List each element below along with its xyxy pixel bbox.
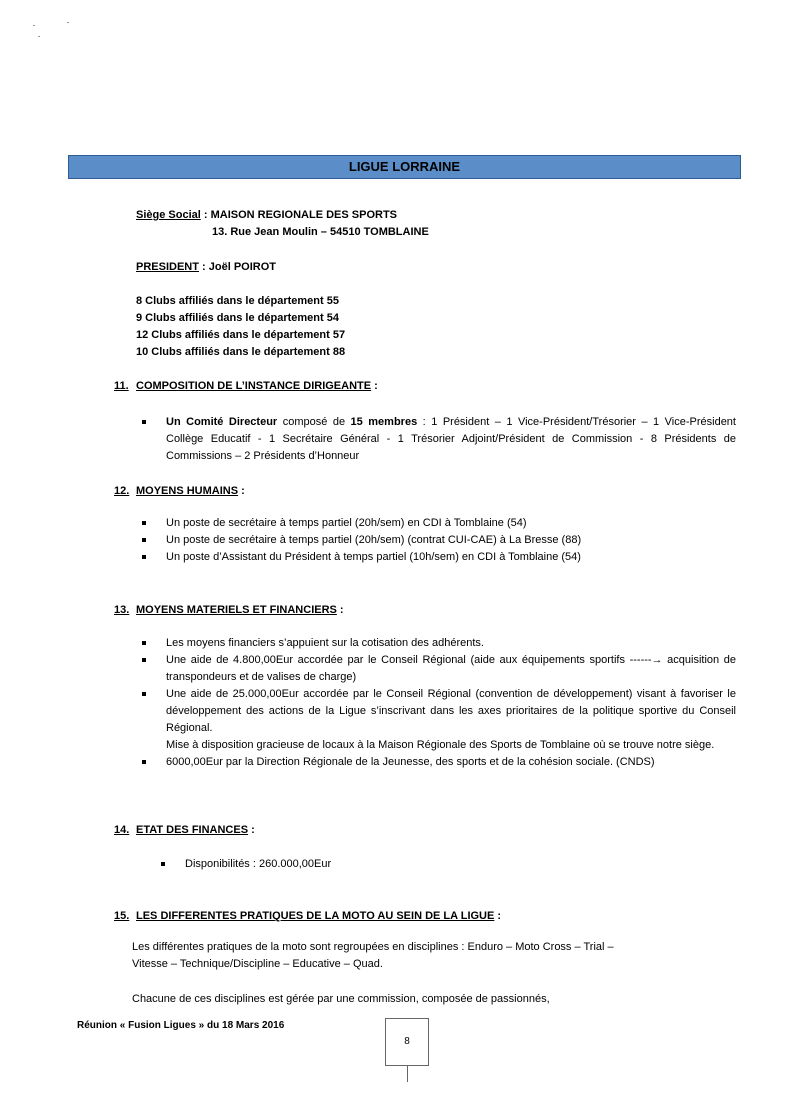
president-sep: : <box>198 261 209 273</box>
scan-speck <box>33 25 35 26</box>
clubs-line: 9 Clubs affiliés dans le département 54 <box>136 312 339 324</box>
item-text: 6000,00Eur par la Direction Régionale de la Jeunesse, des sports et de la cohésion sociale. (CNDS) <box>166 756 655 768</box>
list-item <box>142 515 736 532</box>
scan-speck <box>67 22 69 23</box>
page-number: 8 <box>404 1036 410 1047</box>
bullet-icon <box>142 420 146 424</box>
banner-title: LIGUE LORRAINE <box>348 159 461 174</box>
section-number: 14. <box>114 824 130 836</box>
item-text: Un poste de secrétaire à temps partiel (20h/sem) (contrat CUI-CAE) à La Bresse (88) <box>166 534 582 546</box>
section-number: 12. <box>114 485 130 497</box>
clubs-list <box>136 293 345 361</box>
section-title: MOYENS MATERIELS ET FINANCIERS <box>136 604 337 616</box>
bullet-icon <box>142 658 146 662</box>
section-number: 13. <box>114 604 130 616</box>
paragraph: Les différentes pratiques de la moto sont regroupées en disciplines : Enduro – Moto Cross – Trial – Vitesse – Technique/Discipline – Educative – Quad. <box>132 941 614 970</box>
item-text: Les moyens financiers s’appuient sur la cotisation des adhérents. <box>166 637 484 649</box>
section-number: 15. <box>114 910 130 922</box>
bullet-icon <box>142 692 146 696</box>
bullet-icon <box>142 555 146 559</box>
bullet-icon <box>142 521 146 525</box>
item-text: Une aide de 4.800,00Eur accordée par le Conseil Régional (aide aux équipements sportifs ------→ acquisition de transpondeurs et de valises de charge) <box>166 654 736 683</box>
paragraph: Chacune de ces disciplines est gérée par une commission, composée de passionnés, <box>132 993 550 1005</box>
item-bold: 15 membres <box>350 416 418 428</box>
section-13-heading <box>114 602 344 619</box>
item-text: composé de <box>277 416 351 428</box>
section-11-list <box>142 414 736 465</box>
list-item <box>142 635 736 652</box>
section-title: MOYENS HUMAINS <box>136 485 239 497</box>
bullet-icon <box>161 862 165 866</box>
section-13-list <box>142 635 736 771</box>
section-title: LES DIFFERENTES PRATIQUES DE LA MOTO AU SEIN DE LA LIGUE <box>136 910 495 922</box>
bullet-icon <box>142 641 146 645</box>
siege-line2: 13. Rue Jean Moulin – 54510 TOMBLAINE <box>212 226 429 238</box>
clubs-line: 10 Clubs affiliés dans le département 88 <box>136 346 346 358</box>
item-text: Un poste de secrétaire à temps partiel (20h/sem) en CDI à Tomblaine (54) <box>166 517 527 529</box>
president-name: Joël POIROT <box>208 261 276 273</box>
footer-meeting: Réunion « Fusion Ligues » du 18 Mars 2016 <box>77 1020 285 1031</box>
siege-block <box>136 207 429 241</box>
clubs-line: 12 Clubs affiliés dans le département 57 <box>136 329 346 341</box>
item-text: Un poste d’Assistant du Président à temps partiel (10h/sem) en CDI à Tomblaine (54) <box>166 551 581 563</box>
item-text: Mise à disposition gracieuse de locaux à la Maison Régionale des Sports de Tomblaine où se trouve notre siège. <box>166 739 715 751</box>
section-12-list <box>142 515 736 566</box>
section-14-list <box>161 856 721 873</box>
section-14-heading <box>114 822 255 839</box>
siege-label: Siège Social <box>136 209 201 221</box>
bullet-icon <box>142 538 146 542</box>
section-suffix: : <box>248 824 255 836</box>
section-suffix: : <box>371 380 378 392</box>
bullet-icon <box>142 760 146 764</box>
item-bold: Un Comité Directeur <box>166 416 278 428</box>
list-item <box>142 652 736 686</box>
section-banner <box>68 155 741 179</box>
list-item <box>161 856 721 873</box>
item-text: Disponibilités : 260.000,00Eur <box>185 858 332 870</box>
president-label: PRESIDENT <box>136 261 199 273</box>
section-title: COMPOSITION DE L’INSTANCE DIRIGEANTE <box>136 380 372 392</box>
list-item <box>142 549 736 566</box>
page-tick-line <box>407 1066 408 1082</box>
scan-speck <box>38 36 40 37</box>
siege-line1: MAISON REGIONALE DES SPORTS <box>210 209 398 221</box>
section-suffix: : <box>238 485 245 497</box>
siege-sep: : <box>200 209 211 221</box>
list-item <box>142 754 736 771</box>
section-number: 11. <box>114 380 129 392</box>
section-15-heading <box>114 908 501 925</box>
section-suffix: : <box>494 910 502 922</box>
item-text: : 1 Président – 1 Vice-Président/Trésorier – 1 Vice-Président Collège Educatif - 1 Secrétaire Général - 1 Trésorier Adjoint/Président de Commission - 8 Présidents de Commissions – 2 Présidents d’Honneur <box>166 416 736 462</box>
section-suffix: : <box>336 604 344 616</box>
president-block <box>136 259 276 276</box>
clubs-line: 8 Clubs affiliés dans le département 55 <box>136 295 339 307</box>
section-12-heading <box>114 483 245 500</box>
list-item <box>142 414 736 465</box>
section-11-heading <box>114 378 378 395</box>
section-title: ETAT DES FINANCES <box>136 824 249 836</box>
item-text: Une aide de 25.000,00Eur accordée par le Conseil Régional (convention de développement) visant à favoriser le développement des actions de la Ligue s’inscrivant dans les axes prioritaires de la politique sportive du Conseil Régional. <box>166 688 736 734</box>
list-item <box>142 686 736 754</box>
page-number-box <box>385 1018 429 1066</box>
list-item <box>142 532 736 549</box>
